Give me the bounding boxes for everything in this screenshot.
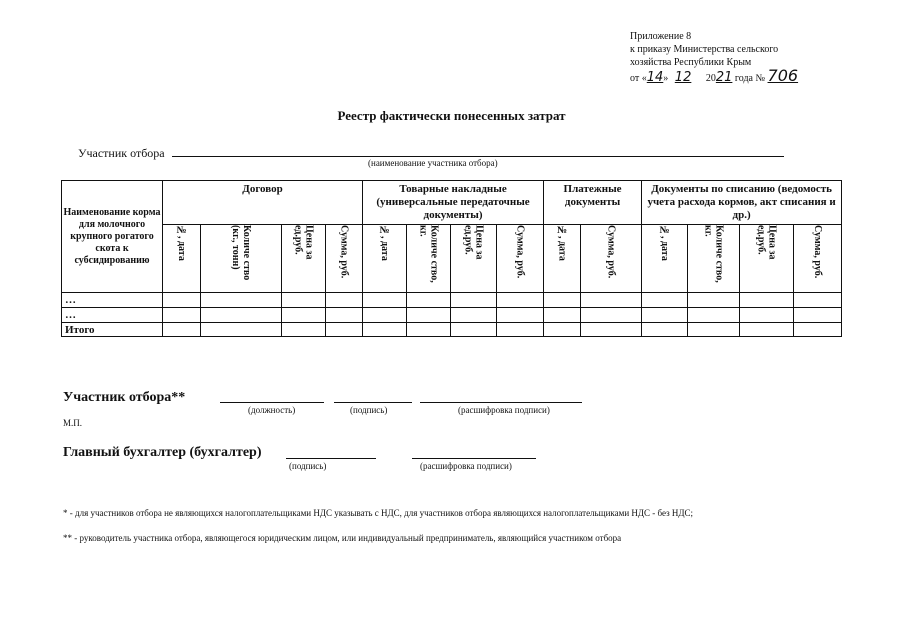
year-suffix: года № — [734, 73, 766, 84]
document-title: Реестр фактически понесенных затрат — [337, 108, 566, 123]
total-row — [62, 323, 842, 337]
header-row-groups — [62, 181, 842, 225]
decode-caption: (расшифровка подписи) — [458, 405, 550, 415]
stamp-label: М.П. — [63, 418, 83, 428]
subcol-payment-number-date: №, дата — [544, 225, 581, 293]
total-label: Итого — [62, 323, 163, 337]
accountant-signature-label: Главный бухгалтер (бухгалтер) — [63, 445, 262, 460]
table-row — [62, 293, 842, 308]
footnote-1: * - для участников отбора не являющихся налогоплательщиками НДС указывать с НДС, для участников отбора являющихся налогоплательщиками НДС - без НДС; — [63, 508, 694, 518]
participant-signature-label: Участник отбора** — [63, 390, 186, 405]
group-header-contract: Договор — [163, 181, 363, 225]
appendix-line-3: хозяйства Республики Крым — [630, 57, 752, 68]
group-header-payments: Платежные документы — [544, 181, 642, 225]
position-line — [220, 402, 324, 403]
table-row — [62, 308, 842, 323]
participant-underline — [172, 156, 784, 157]
subcol-invoice-sum: Сумма, руб. — [497, 225, 544, 293]
appendix-block — [630, 30, 798, 85]
order-number: 706 — [767, 66, 799, 85]
footnote-2: ** - руководитель участника отбора, являющегося юридическим лицом, или индивидуальный предприниматель, являющийся участником отбора — [63, 533, 622, 543]
row-label: … — [62, 293, 163, 308]
feed-name-header: Наименование корма для молочного крупного рогатого скота к субсидированию — [62, 181, 163, 293]
position-caption: (должность) — [248, 405, 296, 415]
subcol-contract-sum: Сумма, руб. — [326, 225, 363, 293]
subcol-invoice-number-date: №, дата — [363, 225, 407, 293]
accountant-signature-caption: (подпись) — [289, 461, 327, 471]
appendix-line-2: к приказу Министерства сельского — [630, 44, 779, 55]
subcol-invoice-quantity: Количе ство, кг. — [407, 225, 451, 293]
date-day: 14 — [646, 70, 664, 85]
subcol-writeoff-quantity: Количе ство, кг. — [688, 225, 740, 293]
subcol-payment-sum: Сумма, руб. — [581, 225, 642, 293]
subcol-writeoff-sum: Сумма, руб. — [794, 225, 842, 293]
group-header-invoices: Товарные накладные (универсальные передаточные документы) — [363, 181, 544, 225]
date-prefix: от « — [630, 73, 647, 84]
appendix-date-line — [630, 66, 799, 85]
subcol-writeoff-price: Цена за ед.руб. — [740, 225, 794, 293]
signature-line — [334, 402, 412, 403]
group-header-writeoff: Документы по списанию (ведомость учета расхода кормов, акт списания и др.) — [642, 181, 842, 225]
register-table — [61, 180, 842, 337]
participant-caption: (наименование участника отбора) — [368, 158, 498, 168]
participant-label: Участник отбора — [78, 146, 165, 160]
subcol-contract-quantity: Количе ство (кг., тонн) — [201, 225, 282, 293]
accountant-signature-line — [286, 458, 376, 459]
subcol-invoice-price: Цена за ед.руб. — [451, 225, 497, 293]
signature-caption: (подпись) — [350, 405, 388, 415]
header-row-subcols — [62, 225, 842, 293]
decode-line — [420, 402, 582, 403]
accountant-decode-line — [412, 458, 536, 459]
date-year: 21 — [715, 70, 733, 85]
subcol-writeoff-number-date: №, дата — [642, 225, 688, 293]
subcol-contract-number-date: №, дата — [163, 225, 201, 293]
year-prefix: 20 — [705, 73, 716, 84]
row-label: … — [62, 308, 163, 323]
date-month: 12 — [674, 70, 692, 85]
date-mid: » — [663, 73, 669, 84]
subcol-contract-price: Цена за ед.руб. — [282, 225, 326, 293]
appendix-line-1: Приложение 8 — [630, 31, 692, 42]
accountant-decode-caption: (расшифровка подписи) — [420, 461, 512, 471]
